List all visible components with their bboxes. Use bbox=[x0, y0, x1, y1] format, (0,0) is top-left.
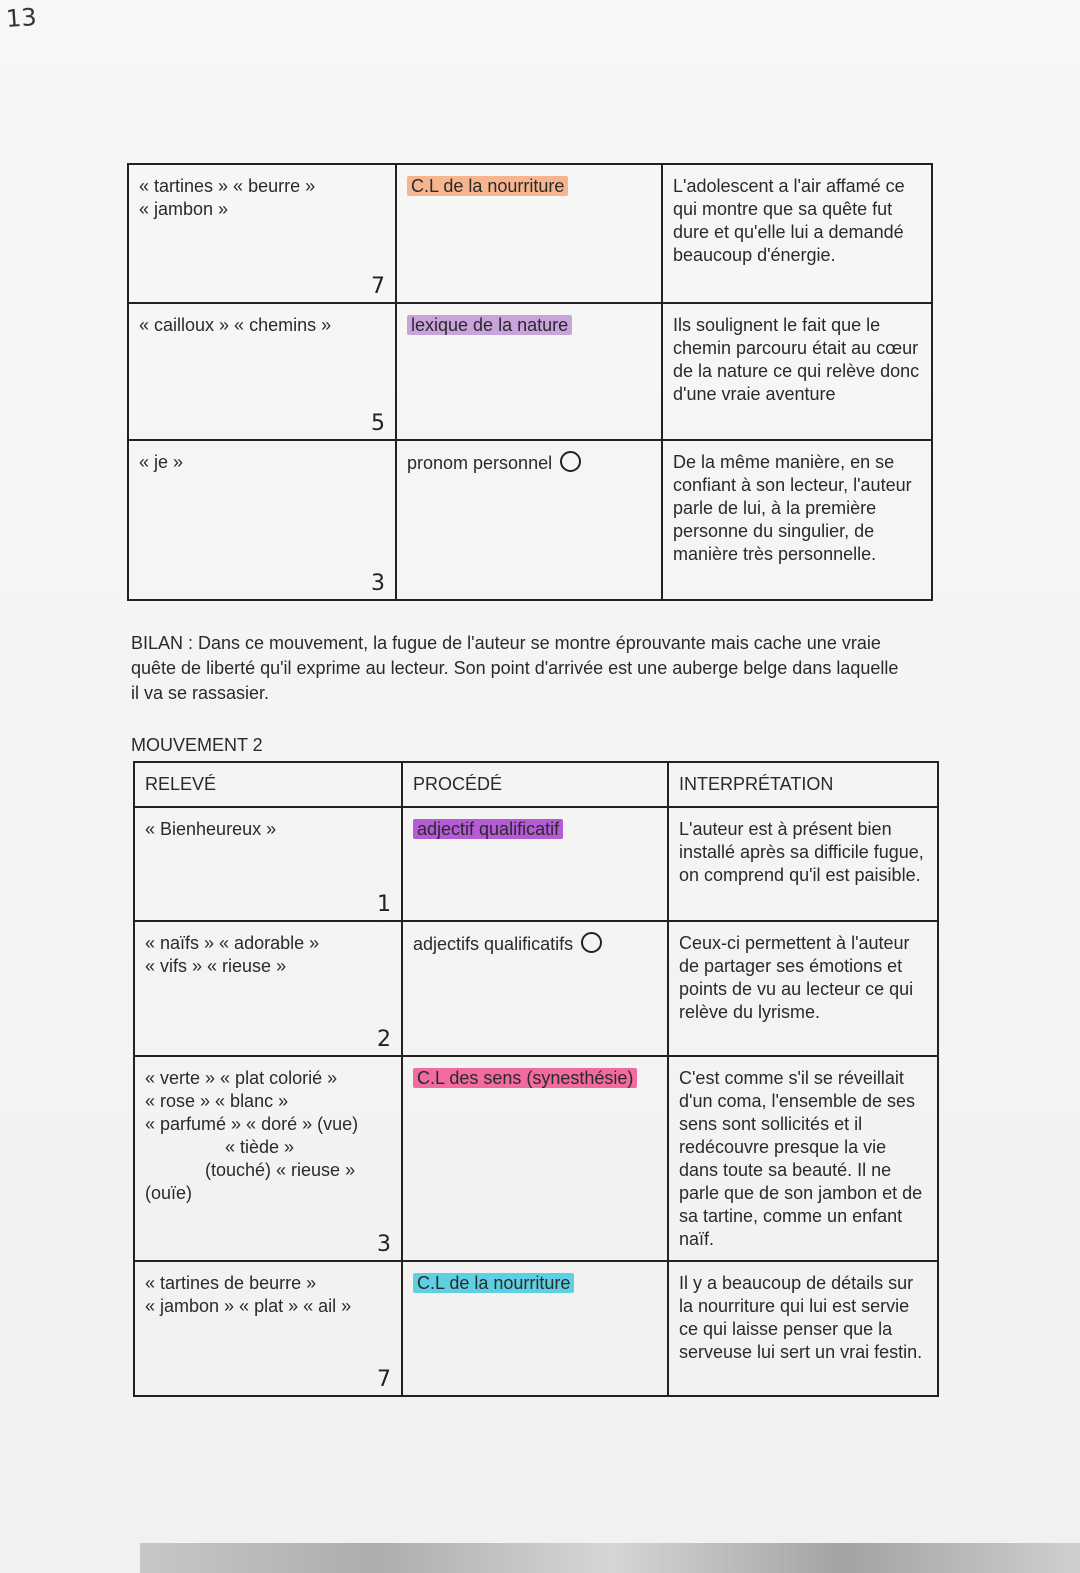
table-row bbox=[134, 807, 938, 921]
mouvement2-table bbox=[133, 761, 939, 1397]
handwritten-mark: 7 bbox=[377, 1367, 391, 1392]
highlighted-procede: lexique de la nature bbox=[407, 315, 572, 335]
interpretation-cell: Ceux-ci permettent à l'auteur de partager ses émotions et points de vu au lecteur ce qui relève du lyrisme. bbox=[668, 921, 938, 1056]
page-number: 13 bbox=[5, 2, 38, 34]
releve-cell: « tartines de beurre » « jambon » « plat » « ail » 7 bbox=[134, 1261, 402, 1396]
circle-icon bbox=[560, 451, 581, 472]
bilan-paragraph: BILAN : Dans ce mouvement, la fugue de l'auteur se montre éprouvante mais cache une vraie quête de liberté qu'il exprime au lecteur. Son point d'arrivée est une auberge belge dans laquelle il va se rassasier. bbox=[131, 633, 899, 703]
header-procede: PROCÉDÉ bbox=[402, 762, 668, 807]
releve-cell: « Bienheureux » 1 bbox=[134, 807, 402, 921]
handwritten-mark: 7 bbox=[371, 274, 385, 299]
handwritten-mark: 3 bbox=[377, 1232, 391, 1257]
scan-edge bbox=[140, 1543, 1080, 1573]
table-row bbox=[128, 164, 932, 303]
highlighted-procede: C.L des sens (synesthésie) bbox=[413, 1068, 637, 1088]
interpretation-cell: C'est comme s'il se réveillait d'un coma, l'ensemble de ses sens sont sollicités et il redécouvre presque la vie dans toute sa beauté. Il ne parle que de son jambon et de sa tartine, comme un enfant naïf. bbox=[668, 1056, 938, 1261]
releve-cell: « je » 3 bbox=[128, 440, 396, 600]
procede-cell bbox=[402, 1261, 668, 1396]
procede-cell bbox=[402, 807, 668, 921]
interpretation-cell: Il y a beaucoup de détails sur la nourriture qui lui est servie ce qui laisse penser que la serveuse lui sert un vrai festin. bbox=[668, 1261, 938, 1396]
interpretation-cell: L'adolescent a l'air affamé ce qui montre que sa quête fut dure et qu'elle lui a demandé beaucoup d'énergie. bbox=[662, 164, 932, 303]
releve-cell: « tartines » « beurre » « jambon » 7 bbox=[128, 164, 396, 303]
procede-text: adjectifs qualificatifs bbox=[413, 934, 574, 954]
handwritten-mark: 5 bbox=[371, 411, 385, 436]
table-row bbox=[128, 440, 932, 600]
table-header-row bbox=[134, 762, 938, 807]
interpretation-cell: De la même manière, en se confiant à son lecteur, l'auteur parle de lui, à la première personne du singulier, de manière très personnelle. bbox=[662, 440, 932, 600]
table-row bbox=[134, 921, 938, 1056]
mouvement1-table bbox=[127, 163, 933, 601]
highlighted-procede: C.L de la nourriture bbox=[413, 1273, 574, 1293]
interpretation-cell: Ils soulignent le fait que le chemin parcouru était au cœur de la nature ce qui relève donc d'une vraie aventure bbox=[662, 303, 932, 440]
handwritten-mark: 1 bbox=[377, 892, 391, 917]
releve-cell: « verte » « plat colorié » « rose » « blanc » « parfumé » « doré » (vue) « tiède » (touché) « rieuse » (ouïe) 3 bbox=[134, 1056, 402, 1261]
highlighted-procede: C.L de la nourriture bbox=[407, 176, 568, 196]
procede-cell bbox=[402, 1056, 668, 1261]
interpretation-cell: L'auteur est à présent bien installé après sa difficile fugue, on comprend qu'il est paisible. bbox=[668, 807, 938, 921]
procede-cell bbox=[396, 303, 662, 440]
procede-cell bbox=[402, 921, 668, 1056]
procede-cell bbox=[396, 440, 662, 600]
table-row bbox=[128, 303, 932, 440]
mouvement2-title: MOUVEMENT 2 bbox=[131, 735, 263, 755]
releve-cell: « cailloux » « chemins » 5 bbox=[128, 303, 396, 440]
circle-icon bbox=[581, 932, 602, 953]
header-releve: RELEVÉ bbox=[134, 762, 402, 807]
header-interpretation: INTERPRÉTATION bbox=[668, 762, 938, 807]
handwritten-mark: 3 bbox=[371, 571, 385, 596]
procede-cell bbox=[396, 164, 662, 303]
handwritten-mark: 2 bbox=[377, 1027, 391, 1052]
table-row bbox=[134, 1056, 938, 1261]
releve-cell: « naïfs » « adorable » « vifs » « rieuse » 2 bbox=[134, 921, 402, 1056]
table-row bbox=[134, 1261, 938, 1396]
procede-text: pronom personnel bbox=[407, 453, 553, 473]
highlighted-procede: adjectif qualificatif bbox=[413, 819, 563, 839]
